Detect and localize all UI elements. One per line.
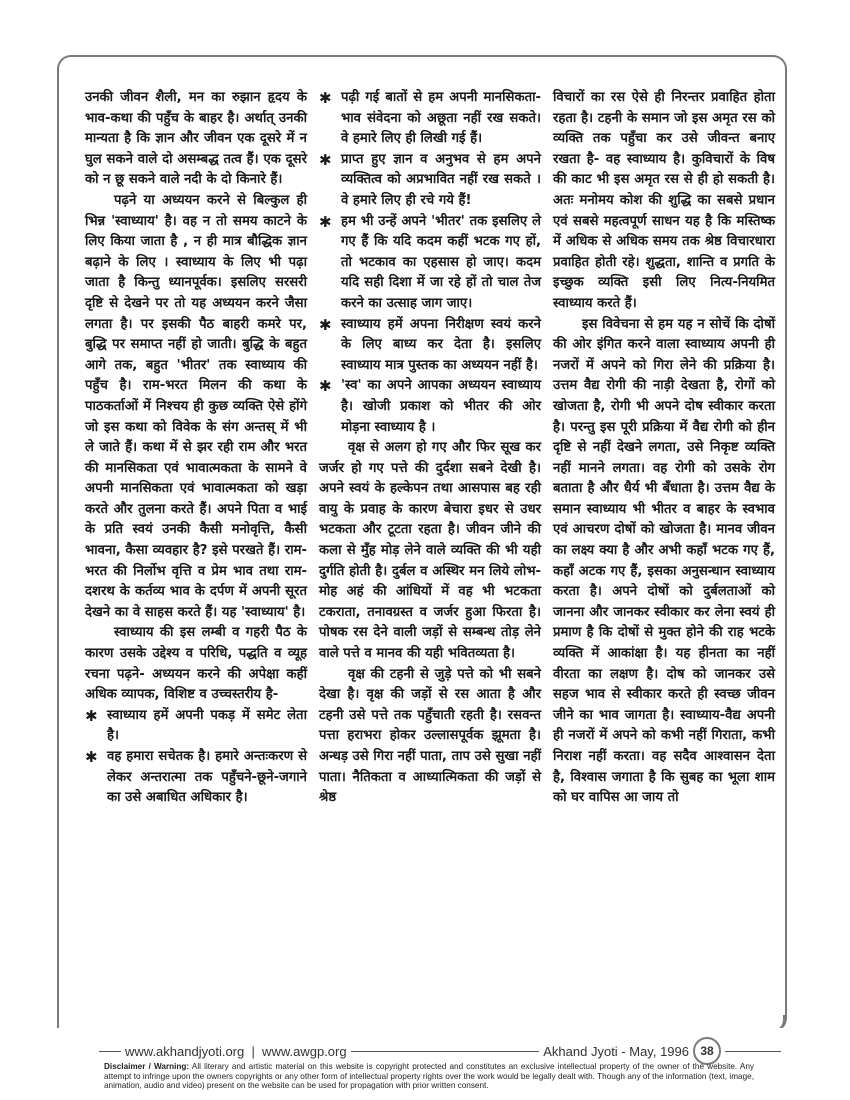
- page-number: 38: [700, 1044, 714, 1058]
- paragraph: वृक्ष की टहनी से जुड़े पत्ते को भी सबने देखा है। वृक्ष की जड़ों से रस आता है और टहनी उसे पत्ते तक पहुँचाती रहती है। रसवन्त पत्ता हराभरा होकर उल्लासपूर्वक झूमता है। अन्धड़ उसे गिरा नहीं पाता, ताप उसे सुखा नहीं पाता। नैतिकता व आध्यात्मिकता की जड़ों से श्रेष्ठ: [319, 666, 541, 806]
- paragraph: स्वाध्याय की इस लम्बी व गहरी पैठ के कारण उसके उद्देश्य व परिधि, पद्धति व व्यूह रचना पढ़ने- अध्ययन करने की अपेक्षा कहीं अधिक व्यापक, विशिष्ट व उच्चस्तरीय है-: [85, 625, 307, 703]
- bullet-text: स्वाध्याय हमें अपना निरीक्षण स्वयं करने के लिए बाध्य कर देता है। इसलिए स्वाध्याय मात्र पुस्तक का अध्ययन नहीं है।: [341, 316, 541, 373]
- bullet-item: [85, 706, 307, 747]
- column-1: [85, 88, 307, 1018]
- paragraph: विचारों का रस ऐसे ही निरन्तर प्रवाहित होता रहता है। टहनी के समान जो इस अमृत रस को व्यक्ति तक पहुँचा कर उसे जीवन्त बनाए रखता है- वह स्वाध्याय है। कुविचारों के विष की काट भी इस अमृत रस से ही हो सकती है। अतः मनोमय कोश की शुद्धि का सबसे प्रधान एवं सबसे महत्वपूर्ण साधन यह है कि मस्तिष्क में अधिक से अधिक समय तक श्रेष्ठ विचारधारा प्रवाहित होती रहे। शुद्धता, शान्ति व प्रगति के इच्छुक व्यक्ति इसी लिए नित्य-नियमित स्वाध्याय करते हैं।: [553, 90, 775, 311]
- paragraph: उनकी जीवन शैली, मन का रुझान हृदय के भाव-कथा की पहुँच के बाहर है। अर्थात् उनकी मान्यता है कि ज्ञान और जीवन एक दूसरे में न घुल सकने वाले दो असम्बद्ध तत्व हैं। एक दूसरे को न छू सकने वाले नदी के दो किनारे हैं।: [85, 90, 307, 188]
- bullet-item: [319, 315, 541, 377]
- paragraph: वृक्ष से अलग हो गए और फिर सूख कर जर्जर हो गए पत्ते की दुर्दशा सबने देखी है। अपने स्वयं के हल्केपन तथा आसपास बह रही वायु के प्रवाह के कारण बेचारा इधर से उधर भटकता और टूटता रहता है। जीवन जीने की कला से मुँह मोड़ लेने वाले व्यक्ति की भी यही दुर्गति होती है। दुर्बल व अस्थिर मन लिये लोभ-मोह अहं की आंधियों में वह भी भटकता टकराता, तनावग्रस्त व जर्जर हुआ फिरता है। पोषक रस देने वाली जड़ों से सम्बन्ध तोड़ लेने वाले पत्ते व मानव की यही भवितव्यता है।: [319, 440, 541, 662]
- bullet-text: 'स्व' का अपने आपका अध्ययन स्वाध्याय है। खोजी प्रकाश को भीतर की ओर मोड़ना स्वाध्याय है ।: [341, 378, 541, 435]
- footer-rule: [99, 1051, 121, 1052]
- asterisk-bullet-icon: ✱: [85, 706, 98, 725]
- bullet-item: [319, 212, 541, 315]
- disclaimer-text: All literary and artistic material on this website is copyright protected and constitutes an exclusive intellectual property of the owner of the website. Any attempt to infringe upon the owners copyrights or any other form of intellectual property rights over the work would be legally dealt with. Though any of the information (text, image, animation, audio and video) present on the website can be used for propagation with prior written consent.: [104, 1062, 754, 1091]
- paragraph: पढ़ने या अध्ययन करने से बिल्कुल ही भिन्न 'स्वाध्याय' है। वह न तो समय काटने के लिए किया जाता है , न ही मात्र बौद्धिक ज्ञान बढ़ाने के लिए । स्वाध्याय के लिए भी पढ़ा जाता है किन्तु ध्यानपूर्वक। इसलिए सरसरी दृष्टि से देखने पर तो यह अध्ययन करने जैसा लगता है। पर इसकी पैठ बाहरी कमरे पर, बुद्धि पर समाप्त नहीं हो जाती। बुद्धि के बहुत आगे तक, बहुत 'भीतर' तक स्वाध्याय की पहुँच है। राम-भरत मिलन की कथा के पाठकर्ताओं में निश्चय ही कुछ व्यक्ति ऐसे होंगे जो इस कथा को विवेक के संग अन्तस् में भी ले जाते हैं। कथा में से झर रही राम और भरत की मानसिकता एवं भावात्मकता के सामने वे अपनी मानसिकता एवं भावात्मकता को खड़ा करते और तुलना करते हैं। अपने पिता व भाई के प्रति स्वयं उनकी कैसी मनोवृत्ति, कैसी भावना, कैसा व्यवहार है? इसे परखते हैं। राम-भरत की निर्लोभ वृत्ति व प्रेम भाव तथा राम-दशरथ के कर्तव्य भाव के दर्पण में अपनी सूरत देखने का वे साहस करते हैं। यह 'स्वाध्याय' है।: [85, 192, 307, 620]
- footer-rule: [351, 1051, 540, 1052]
- bullet-text: स्वाध्याय हमें अपनी पकड़ में समेट लेता है।: [107, 707, 307, 744]
- asterisk-bullet-icon: ✱: [319, 212, 332, 231]
- asterisk-bullet-icon: ✱: [319, 150, 332, 169]
- asterisk-bullet-icon: ✱: [85, 748, 98, 766]
- disclaimer-label: Disclaimer / Warning:: [104, 1062, 190, 1071]
- column-3: [553, 88, 775, 1018]
- paragraph: इस विवेचना से हम यह न सोचें कि दोषों की ओर इंगित करने वाला स्वाध्याय अपनी ही नजरों में अपने को गिरा लेने की प्रक्रिया है। उत्तम वैद्य रोगी की नाड़ी देखता है, रोगों को खोजता है, रोगी भी अपने दोष स्वीकार करता है। परन्तु इस पूरी प्रक्रिया में वैद्य रोगी को हीन दृष्टि से नहीं देखने लगता, उसे निकृष्ट व्यक्ति नहीं मानने लगता। वह रोगी को उसके रोग बताता है और धैर्य भी बँधाता है। उत्तम वैद्य के समान स्वाध्याय भी भीतर व बाहर के स्वभाव एवं आचरण दोषों को खोजता है। मानव जीवन का लक्ष्य क्या है और अभी कहाँ भटक गए हैं, कहाँ अटक गए हैं, इसका अनुसन्धान स्वाध्याय करता है। अपने दोषों को दुर्बलताओं को जानना और जानकर स्वीकार कर लेना स्वयं ही प्रमाण है कि दोषों से मुक्त होने की राह भटके व्यक्ति में आकांक्षा है। यह हीनता का नहीं वीरता का लक्षण है। दोष को जानकर उसे सहज भाव से स्वीकार करते ही स्वच्छ जीवन जीने का भाव जागता है। स्वाध्याय-वैद्य अपनी ही नजरों में अपने को कभी नहीं गिराता, कभी निराश नहीं करता। वह सदैव आश्वासन देता है, विश्वास जगाता है कि सुबह का भूला शाम को घर वापिस आ जाय तो: [553, 316, 775, 806]
- footer-rule: [725, 1051, 781, 1052]
- bullet-text: वह हमारा सचेतक है। हमारे अन्तःकरण से लेकर अन्तरात्मा तक पहुँचने-छूने-जगाने का उसे अबाधित अधिकार है।: [107, 749, 307, 806]
- bullet-text: पढ़ी गई बातों से हम अपनी मानसिकता-भाव संवेदना को अछूता नहीं रख सकते। वे हमारे लिए ही लिखी गई हैं।: [341, 90, 541, 147]
- bullet-item: [85, 747, 307, 809]
- article-body: [85, 88, 775, 1018]
- footer-websites[interactable]: www.akhandjyoti.org | www.awgp.org: [125, 1043, 347, 1059]
- column-2: [319, 88, 541, 1018]
- asterisk-bullet-icon: ✱: [319, 315, 332, 334]
- bullet-item: [319, 150, 541, 212]
- bullet-text: हम भी उन्हें अपने 'भीतर' तक इसलिए ले गए हैं कि यदि कदम कहीं भटक गए हों, तो भटकाव का एहसास हो जाए। कदम यदि सही दिशा में जा रहे हों तो चाल तेज करने का उत्साह जाग जाए।: [341, 213, 541, 311]
- disclaimer: [104, 1062, 754, 1091]
- bullet-text: प्राप्त हुए ज्ञान व अनुभव से हम अपने व्यक्तित्व को अप्रभावित नहीं रख सकते । वे हमारे लिए ही रचे गये हैं!: [341, 151, 541, 208]
- bullet-item: [319, 376, 541, 438]
- asterisk-bullet-icon: ✱: [319, 377, 332, 396]
- magazine-issue: Akhand Jyoti - May, 1996: [543, 1043, 689, 1059]
- footer-bar: [95, 1040, 785, 1062]
- page-number-badge: [693, 1037, 721, 1065]
- bullet-item: [319, 88, 541, 150]
- asterisk-bullet-icon: ✱: [319, 89, 332, 107]
